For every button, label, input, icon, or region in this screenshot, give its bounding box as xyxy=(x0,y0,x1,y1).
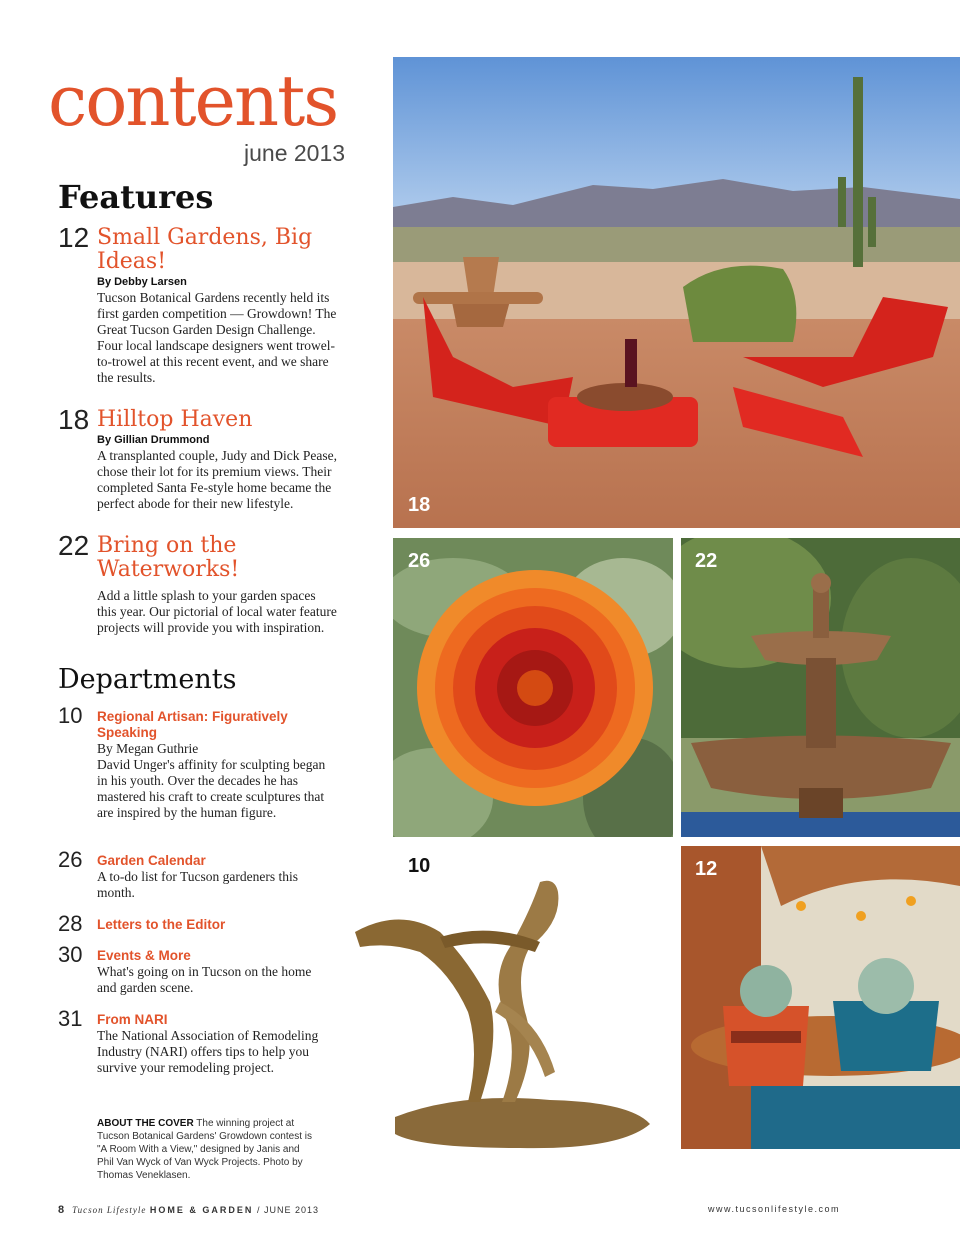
fountain-image xyxy=(681,538,960,837)
footer-magazine-name: Tucson Lifestyle xyxy=(72,1205,147,1215)
page-footer xyxy=(58,1204,319,1216)
department-item-letters[interactable] xyxy=(58,911,328,936)
about-the-cover xyxy=(97,1117,317,1182)
departments-heading: Departments xyxy=(58,664,237,695)
feature-description: A transplanted couple, Judy and Dick Pease, chose their lot for its premium views. Their completed Santa Fe-style home became the perfect abode for their new lifestyle. xyxy=(97,448,337,511)
department-byline: By Megan Guthrie xyxy=(97,741,199,756)
photo-succulent-pots[interactable] xyxy=(681,846,960,1149)
photo-page-label: 10 xyxy=(408,855,431,877)
department-description: A to-do list for Tucson gardeners this month. xyxy=(97,869,298,900)
photo-desert-patio[interactable] xyxy=(393,57,960,528)
flower-image xyxy=(393,538,673,837)
feature-title[interactable]: Small Gardens, Big Ideas! xyxy=(97,225,313,274)
feature-byline: By Debby Larsen xyxy=(97,276,187,288)
department-title[interactable]: Regional Artisan: Figuratively Speaking xyxy=(97,709,288,740)
photo-bronze-sculpture[interactable] xyxy=(340,852,675,1152)
sculpture-image xyxy=(340,852,675,1152)
department-description: The National Association of Remodeling Industry (NARI) offers tips to help you survive your remodeling project. xyxy=(97,1028,319,1075)
photo-page-label: 12 xyxy=(695,858,718,880)
photo-page-label: 22 xyxy=(695,550,718,572)
succulents-image xyxy=(681,846,960,1149)
photo-orange-flower[interactable] xyxy=(393,538,673,837)
feature-item-small-gardens[interactable] xyxy=(58,222,338,386)
department-title[interactable]: Garden Calendar xyxy=(97,853,206,868)
footer-separator: / xyxy=(256,1205,261,1215)
feature-description: Tucson Botanical Gardens recently held its first garden competition — Growdown! The Great Tucson Garden Design Challenge. Four local landscape designers went trowel-to-trowel at this recent event, and we share the results. xyxy=(97,290,337,385)
department-page-number: 30 xyxy=(58,942,83,967)
department-item-garden-calendar[interactable] xyxy=(58,847,328,901)
feature-item-hilltop-haven[interactable] xyxy=(58,404,338,512)
page-title: contents xyxy=(48,60,338,142)
feature-description: Add a little splash to your garden spaces this year. Our pictorial of local water feature projects will provide you with inspiration. xyxy=(97,588,337,635)
department-title[interactable]: Letters to the Editor xyxy=(97,917,226,932)
photo-page-label: 18 xyxy=(408,494,431,516)
department-item-regional-artisan[interactable] xyxy=(58,703,328,821)
department-page-number: 26 xyxy=(58,847,83,872)
footer-page-number: 8 xyxy=(58,1204,66,1216)
feature-item-waterworks[interactable] xyxy=(58,530,338,636)
feature-title[interactable]: Bring on the Waterworks! xyxy=(97,533,240,582)
photo-page-label: 26 xyxy=(408,550,431,572)
footer-issue: JUNE 2013 xyxy=(263,1205,319,1215)
patio-image xyxy=(393,57,960,528)
photo-fountain[interactable] xyxy=(681,538,960,837)
footer-section-name: HOME & GARDEN xyxy=(149,1205,254,1215)
feature-page-number: 12 xyxy=(58,222,90,253)
cover-note-label: ABOUT THE COVER xyxy=(97,1118,194,1129)
department-title[interactable]: From NARI xyxy=(97,1012,168,1027)
footer-website-link[interactable]: www.tucsonlifestyle.com xyxy=(708,1204,841,1214)
department-description: David Unger's affinity for sculpting began in his youth. Over the decades he has mastered his craft to create sculptures that are inspired by the human figure. xyxy=(97,757,326,820)
department-description: What's going on in Tucson on the home and garden scene. xyxy=(97,964,312,995)
department-item-events[interactable] xyxy=(58,942,328,996)
department-page-number: 10 xyxy=(58,703,83,728)
department-page-number: 28 xyxy=(58,911,83,936)
feature-byline: By Gillian Drummond xyxy=(97,434,210,446)
feature-page-number: 18 xyxy=(58,404,90,435)
features-heading: Features xyxy=(58,178,214,216)
issue-date: june 2013 xyxy=(244,140,346,166)
department-item-nari[interactable] xyxy=(58,1006,328,1076)
department-page-number: 31 xyxy=(58,1006,83,1031)
feature-title[interactable]: Hilltop Haven xyxy=(97,407,253,432)
department-title[interactable]: Events & More xyxy=(97,948,191,963)
cover-note-text: The winning project at Tucson Botanical Gardens' Growdown contest is "A Room With a View," designed by Janis and Phil Van Wyck of Van Wyck Projects. Photo by Thomas Veneklasen. xyxy=(97,1118,312,1181)
feature-page-number: 22 xyxy=(58,530,90,561)
